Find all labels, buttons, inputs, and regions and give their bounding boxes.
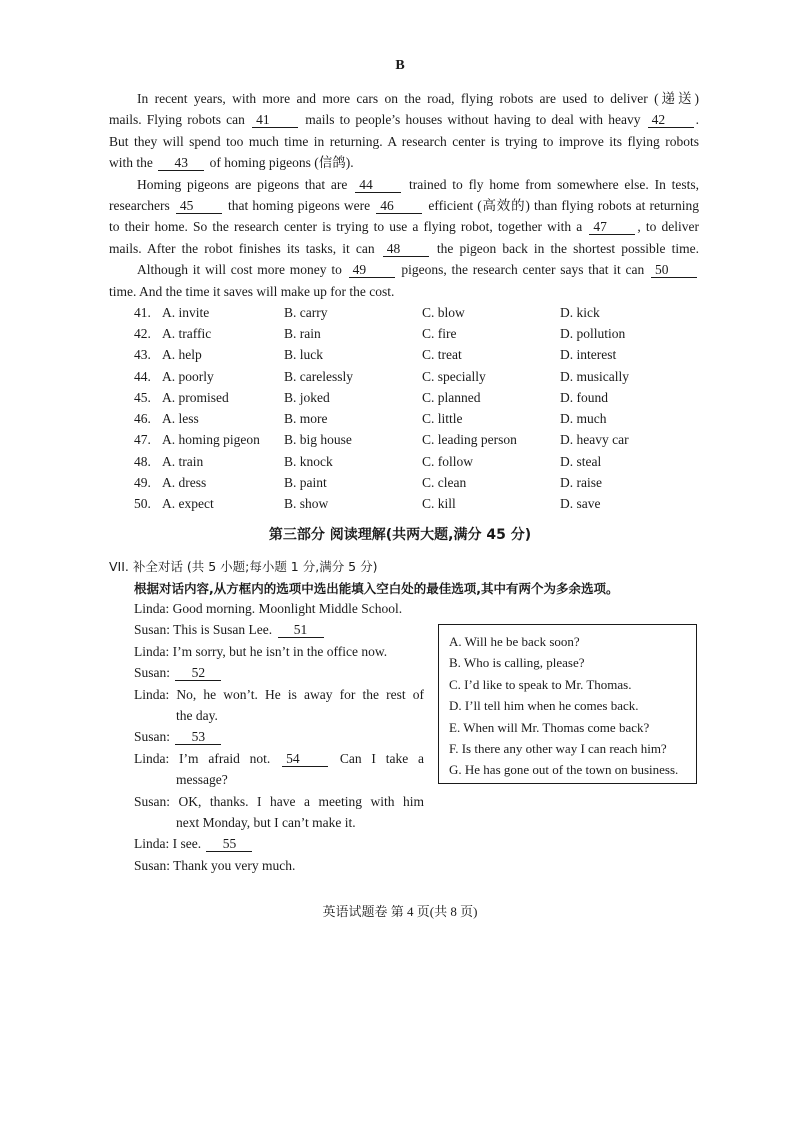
passage-line: But they will spend too much time in returning. A research center is trying to improve its flying robots xyxy=(109,133,699,149)
passage-line: time. And the time it saves will make up for the cost. xyxy=(109,283,395,299)
option-row xyxy=(134,451,680,472)
option-number: 44. xyxy=(134,368,151,384)
option-d[interactable]: D. found xyxy=(560,389,608,405)
passage-line: mails. Flying robots can 41 mails to people’s houses without having to deal with heavy 42 . xyxy=(109,112,700,128)
option-number: 45. xyxy=(134,389,151,405)
option-a[interactable]: A. train xyxy=(162,453,204,469)
option-row xyxy=(134,387,680,408)
option-c[interactable]: C. fire xyxy=(422,325,457,341)
dialogue-line: Linda: No, he won’t. He is away for the rest of the day. xyxy=(134,686,424,724)
option-row xyxy=(134,408,680,429)
option-c[interactable]: C. little xyxy=(422,411,463,427)
dialogue-line: Susan: This is Susan Lee. 51 xyxy=(134,619,424,640)
option-number: 48. xyxy=(134,453,151,469)
option-d[interactable]: D. much xyxy=(560,411,607,427)
option-number: 41. xyxy=(134,304,151,320)
option-d[interactable]: D. interest xyxy=(560,347,617,363)
blank-49[interactable]: 49 xyxy=(349,262,395,278)
passage-line: In recent years, with more and more cars on the road, flying robots are used to deliver (递送) xyxy=(137,91,699,106)
option-c[interactable]: C. treat xyxy=(422,347,462,363)
option-b[interactable]: B. big house xyxy=(284,432,352,448)
instructions: 根据对话内容,从方框内的选项中选出能填入空白处的最佳选项,其中有两个为多余选项。 xyxy=(134,581,619,596)
passage-line: Homing pigeons are pigeons that are 44 trained to fly home from somewhere else. In tests, xyxy=(137,176,699,192)
passage-line: Although it will cost more money to 49 pigeons, the research center says that it can 50 xyxy=(109,259,699,280)
passage xyxy=(109,88,699,302)
dialogue-line: Linda: I’m sorry, but he isn’t in the office now. xyxy=(134,643,388,659)
choice-item[interactable]: A. Will he be back soon? xyxy=(449,634,580,649)
dialogue-line: Susan: 53 xyxy=(134,726,424,747)
option-b[interactable]: B. show xyxy=(284,496,329,512)
option-number: 46. xyxy=(134,411,151,427)
option-number: 47. xyxy=(134,432,151,448)
choice-item[interactable]: F. Is there any other way I can reach him? xyxy=(449,741,667,757)
section-label: B xyxy=(395,58,405,73)
option-b[interactable]: B. luck xyxy=(284,347,323,363)
option-b[interactable]: B. more xyxy=(284,411,328,427)
passage-line: researchers 45 that homing pigeons were 46 efficient (高效的) than flying robots at returning xyxy=(109,198,699,214)
option-b[interactable]: B. rain xyxy=(284,325,321,341)
passage-line: mails. After the robot finishes its tasks, it can 48 the pigeon back in the shortest possible time. xyxy=(109,240,700,256)
options-table xyxy=(134,302,680,515)
passage-line: with the 43 of homing pigeons (信鸽). xyxy=(109,155,354,171)
blank-50[interactable]: 50 xyxy=(651,262,697,278)
choice-item[interactable]: G. He has gone out of the town on business. xyxy=(449,762,679,778)
option-a[interactable]: A. expect xyxy=(162,496,214,512)
option-a[interactable]: A. homing pigeon xyxy=(162,432,260,448)
page-footer: 英语试题卷 第 4 页(共 8 页) xyxy=(322,904,478,919)
blank-47[interactable]: 47 xyxy=(589,219,635,235)
choices-box xyxy=(438,624,697,784)
dialogue-line: Linda: I’m afraid not. 54 Can I take a message? xyxy=(134,750,425,788)
option-b[interactable]: B. knock xyxy=(284,453,333,469)
option-c[interactable]: C. specially xyxy=(422,368,486,384)
option-row xyxy=(134,472,680,493)
option-row xyxy=(134,345,680,366)
option-a[interactable]: A. invite xyxy=(162,304,210,320)
blank-51[interactable]: 51 xyxy=(278,622,324,638)
option-d[interactable]: D. heavy car xyxy=(560,432,629,448)
choice-item[interactable]: C. I’d like to speak to Mr. Thomas. xyxy=(449,676,632,692)
option-number: 49. xyxy=(134,475,151,491)
option-b[interactable]: B. joked xyxy=(284,389,330,405)
section-vii-title: VII. 补全对话 (共 5 小题;每小题 1 分,满分 5 分) xyxy=(109,559,378,574)
option-a[interactable]: A. dress xyxy=(162,475,207,491)
dialogue xyxy=(134,598,424,876)
option-d[interactable]: D. save xyxy=(560,496,601,512)
option-d[interactable]: D. musically xyxy=(560,368,629,384)
blank-44[interactable]: 44 xyxy=(355,177,401,193)
option-a[interactable]: A. help xyxy=(162,347,202,363)
blank-46[interactable]: 46 xyxy=(376,198,422,214)
blank-54[interactable]: 54 xyxy=(282,751,328,767)
option-number: 42. xyxy=(134,325,151,341)
option-number: 43. xyxy=(134,347,151,363)
option-row xyxy=(134,494,680,515)
blank-48[interactable]: 48 xyxy=(383,241,429,257)
option-b[interactable]: B. carry xyxy=(284,304,328,320)
option-a[interactable]: A. traffic xyxy=(162,325,212,341)
dialogue-line: Susan: Thank you very much. xyxy=(134,857,296,873)
option-d[interactable]: D. pollution xyxy=(560,325,626,341)
option-c[interactable]: C. clean xyxy=(422,475,467,491)
dialogue-line: Linda: Good morning. Moonlight Middle School. xyxy=(134,601,403,616)
blank-41[interactable]: 41 xyxy=(252,112,298,128)
choice-item[interactable]: E. When will Mr. Thomas come back? xyxy=(449,719,650,735)
blank-42[interactable]: 42 xyxy=(648,112,694,128)
option-c[interactable]: C. leading person xyxy=(422,432,517,448)
dialogue-line: Susan: OK, thanks. I have a meeting with him next Monday, but I can’t make it. xyxy=(134,793,424,831)
option-c[interactable]: C. follow xyxy=(422,453,474,469)
choice-item[interactable]: D. I’ll tell him when he comes back. xyxy=(449,698,639,714)
blank-45[interactable]: 45 xyxy=(176,198,222,214)
dialogue-line: Susan: 52 xyxy=(134,662,424,683)
option-d[interactable]: D. kick xyxy=(560,304,600,320)
option-row xyxy=(134,323,680,344)
passage-line: to their home. So the research center is trying to use a flying robot, together with a 47 , to deliver xyxy=(109,219,700,235)
option-number: 50. xyxy=(134,496,151,512)
blank-43[interactable]: 43 xyxy=(158,155,204,171)
blank-52[interactable]: 52 xyxy=(175,665,221,681)
option-a[interactable]: A. less xyxy=(162,411,199,427)
option-a[interactable]: A. poorly xyxy=(162,368,214,384)
option-d[interactable]: D. steal xyxy=(560,453,602,469)
option-row xyxy=(134,366,680,387)
option-c[interactable]: C. planned xyxy=(422,389,481,405)
option-row xyxy=(134,302,680,323)
option-b[interactable]: B. carelessly xyxy=(284,368,353,384)
option-c[interactable]: C. blow xyxy=(422,304,465,320)
dialogue-line: Linda: I see. 55 xyxy=(134,833,424,854)
option-d[interactable]: D. raise xyxy=(560,475,602,491)
option-c[interactable]: C. kill xyxy=(422,496,456,512)
option-row xyxy=(134,430,680,451)
blank-53[interactable]: 53 xyxy=(175,729,221,745)
choice-item[interactable]: B. Who is calling, please? xyxy=(449,655,585,671)
option-a[interactable]: A. promised xyxy=(162,389,229,405)
part3-title: 第三部分 阅读理解(共两大题,满分 45 分) xyxy=(268,527,532,543)
blank-55[interactable]: 55 xyxy=(206,836,252,852)
option-b[interactable]: B. paint xyxy=(284,475,327,491)
